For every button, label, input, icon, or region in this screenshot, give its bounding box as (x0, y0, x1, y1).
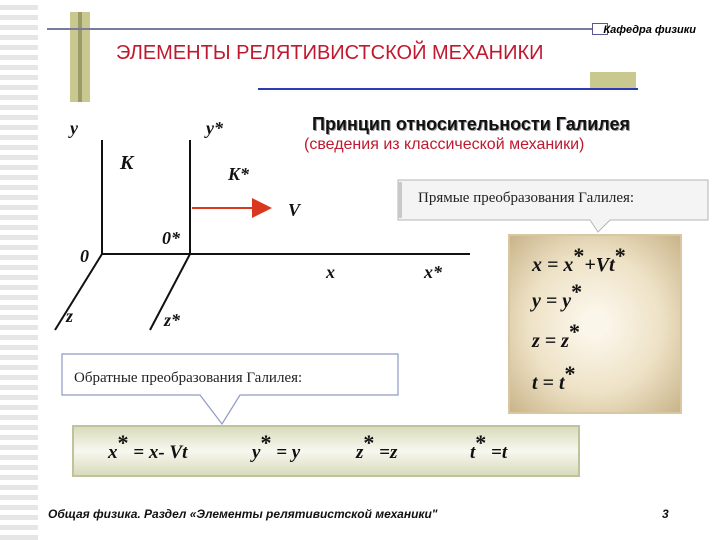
direct-eq-x: x = x*+Vt* (532, 243, 626, 276)
inverse-eq-z: z* =z (356, 430, 398, 463)
principle-subtitle: (сведения из классической механики) (304, 136, 585, 153)
inverse-eq-x: x* = x- Vt (108, 430, 188, 463)
footer-text: Общая физика. Раздел «Элементы релятивистской механики" (48, 507, 438, 521)
label-frame-k-star: K* (228, 164, 250, 184)
direct-label: Прямые преобразования Галилея: (418, 190, 635, 206)
department-label: Кафедра физики (603, 24, 696, 36)
label-z-star: z* (164, 310, 181, 330)
label-frame-k: K (120, 152, 134, 174)
label-z: z (66, 306, 74, 326)
label-y: y (70, 118, 78, 138)
direct-eq-z: z = z* (532, 319, 580, 352)
label-origin: 0 (80, 246, 89, 266)
inverse-eq-y: y* = y (252, 430, 301, 463)
label-origin-star: 0* (162, 228, 180, 248)
inverse-label: Обратные преобразования Галилея: (74, 370, 303, 386)
label-y-star: y* (206, 118, 223, 138)
label-velocity: V (288, 200, 301, 220)
direct-eq-t: t = t* (532, 361, 576, 394)
inverse-callout-shape (62, 354, 398, 424)
principle-title: Принцип относительности Галилея (312, 114, 630, 134)
direct-eq-y: y = y* (532, 279, 583, 312)
axis-z (55, 254, 102, 330)
page-number: 3 (662, 507, 669, 521)
label-x-star: x* (424, 262, 442, 282)
slide-title: ЭЛЕМЕНТЫ РЕЛЯТИВИСТСКОЙ МЕХАНИКИ (116, 42, 544, 64)
inverse-eq-t: t* =t (470, 430, 508, 463)
label-x: x (326, 262, 335, 282)
